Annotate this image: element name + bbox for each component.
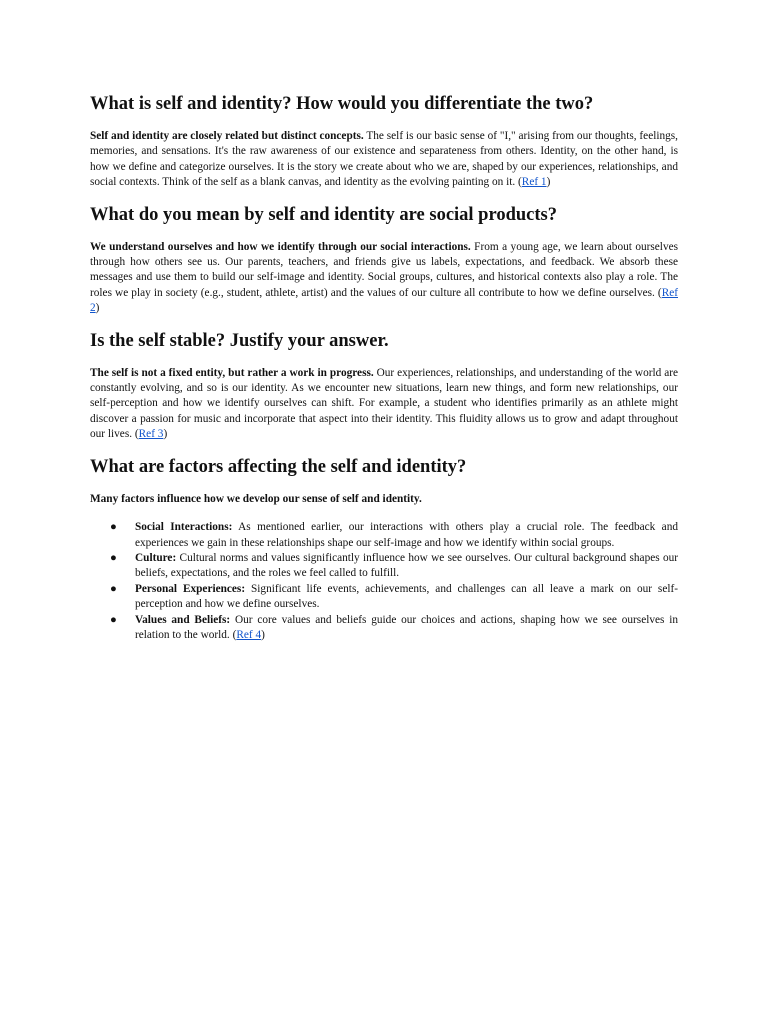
reference-link-3[interactable]: Ref 3 — [138, 428, 164, 441]
factor-term: Personal Experiences: — [135, 582, 246, 595]
paren-close: ) — [546, 176, 551, 189]
factors-list — [90, 520, 678, 643]
factor-term: Social Interactions: — [135, 521, 233, 534]
section-heading-social-products: What do you mean by self and identity are social products? — [90, 204, 557, 225]
bullet-icon: ● — [110, 613, 117, 626]
factor-text: Significant life events, achievements, and challenges can all leave a mark on our self-perception and how we define ourselves. — [135, 582, 679, 611]
paragraph-lead: We understand ourselves and how we identify through our social interactions. — [90, 240, 471, 253]
document-body — [90, 92, 678, 643]
paragraph-lead: The self is not a fixed entity, but rather a work in progress. — [90, 366, 374, 379]
factor-text: Cultural norms and values significantly influence how we see ourselves. Our cultural background shapes our beliefs, expectations, and the roles we feel called to fulfill. — [135, 551, 678, 580]
section-paragraph-self-stable — [90, 366, 678, 443]
paren-close: ) — [261, 628, 265, 641]
paragraph-text: Our experiences, relationships, and understanding of the world are constantly evolving, and so is our identity. As we encounter new situations, learn new things, and form new relationships, our self-perception and how we identify ourselves can shift. For example, a student who identifies primarily as an athlete might discover a passion for music and incorporate that aspect into their identity. This fluidity allows us to grow and adapt throughout our lives. ( — [90, 366, 678, 441]
factor-term: Culture: — [135, 551, 177, 564]
paragraph-text: The self is our basic sense of "I," arising from our thoughts, feelings, memories, and sensations. It's the raw awareness of our existence and separateness from others. Identity, on the other hand, is how we define and categorize ourselves. It is the story we create about who we are, shaped by our experiences, relationships, and social contexts. Think of the self as a blank canvas, and identity as the evolving painting on it. ( — [90, 130, 678, 189]
factor-item-social-interactions — [110, 520, 678, 551]
bullet-icon: ● — [110, 582, 117, 595]
factors-intro-text: Many factors influence how we develop our sense of self and identity. — [90, 492, 422, 505]
bullet-icon: ● — [110, 551, 117, 564]
factor-text: Our core values and beliefs guide our choices and actions, shaping how we see ourselves in relation to the world. ( — [135, 613, 678, 641]
paren-close: ) — [163, 428, 168, 441]
factor-term: Values and Beliefs: — [135, 613, 231, 626]
factor-item-personal-experiences — [110, 582, 679, 613]
section-heading-factors: What are factors affecting the self and identity? — [90, 456, 467, 477]
section-heading-self-vs-identity: What is self and identity? How would you differentiate the two? — [90, 94, 594, 114]
factor-text: As mentioned earlier, our interactions with others play a crucial role. The feedback and experiences we gain in these relationships shape our self-image and how we identify within social groups. — [135, 521, 678, 549]
reference-link-2[interactable]: Ref 2 — [90, 286, 678, 315]
factor-item-values-beliefs — [110, 613, 678, 644]
paragraph-text: From a young age, we learn about ourselves through how others see us. Our parents, teachers, and friends give us labels, expectations, and feedback. We absorb these messages and use them to build our self-image and identity. Social groups, cultures, and historical contexts also play a role. The roles we play in society (e.g., student, athlete, artist) and the values of our culture all contribute to how we define ourselves. ( — [90, 240, 678, 299]
factor-item-culture — [110, 551, 678, 582]
section-paragraph-self-vs-identity — [90, 129, 678, 191]
section-heading-self-stable: Is the self stable? Justify your answer. — [90, 330, 389, 351]
paragraph-lead: Self and identity are closely related but distinct concepts. — [90, 130, 364, 142]
paren-close: ) — [95, 302, 100, 315]
reference-link-1[interactable]: Ref 1 — [521, 176, 547, 189]
reference-link-4[interactable]: Ref 4 — [236, 628, 262, 641]
bullet-icon: ● — [110, 521, 117, 534]
factors-intro — [90, 492, 678, 507]
section-paragraph-social-products — [90, 240, 678, 317]
